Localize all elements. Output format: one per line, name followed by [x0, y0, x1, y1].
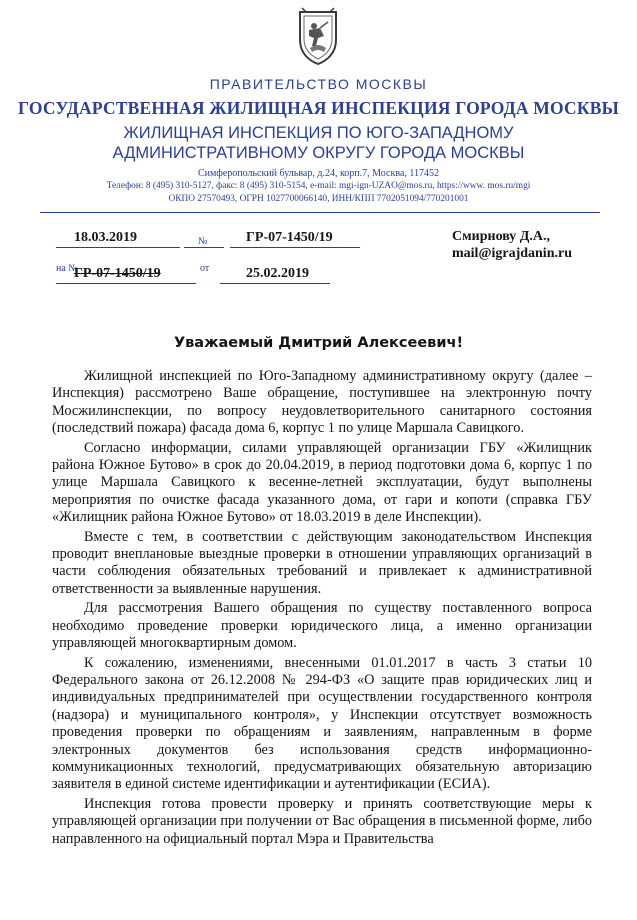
contact-line: Телефон: 8 (495) 310-5127, факс: 8 (495) 310-5154, e-mail: mgi-ign-UZAO@mos.ru, https://www. mos.ru/mgi — [106, 181, 531, 191]
government-title: ПРАВИТЕЛЬСТВО МОСКВЫ — [209, 76, 428, 92]
branch-title-line2: АДМИНИСТРАТИВНОМУ ОКРУГУ ГОРОДА МОСКВЫ — [112, 144, 525, 162]
outgoing-number: ГР-07-1450/19 — [246, 230, 333, 245]
number-label: № — [198, 236, 208, 247]
paragraph: Согласно информации, силами управляющей организации ГБУ «Жилищник района Южное Бутово» в срок до 20.04.2019, в период подготовки дома 6, корпус 1 по улице Маршала Савицкого к весенне-летней эксплуатации, будут выполнены мероприятия по очистке фасада указанного дома, от гари и копоти (справка ГБУ «Жилищник района Южное Бутово» от 18.03.2019 в деле Инспекции). — [52, 439, 592, 526]
addressee-email: mail@igrajdanin.ru — [452, 246, 572, 261]
reference-date-underline — [220, 283, 330, 284]
greeting: Уважаемый Дмитрий Алексеевич! — [173, 335, 464, 351]
letter-body — [52, 368, 592, 850]
number-label-underline — [184, 247, 224, 248]
paragraph: Инспекция готова провести проверку и принять соответствующие меры к управляющей организации при получении от Вас обращения в письменной форме, либо направленного на официальный портал Мэра и Правительства — [52, 795, 592, 847]
header-divider — [40, 212, 600, 213]
moscow-coat-of-arms-icon — [296, 6, 340, 66]
inspection-title: ГОСУДАРСТВЕННАЯ ЖИЛИЩНАЯ ИНСПЕКЦИЯ ГОРОДА МОСКВЫ — [17, 98, 620, 118]
paragraph: Жилищной инспекцией по Юго-Западному административному округу (далее – Инспекция) рассмотрено Ваше обращение, поступившее на электронную почту Мосжилинспекции, по вопросу неудовлетворительного санитарного состояния (последствий пожара) фасада дома 6, корпус 1 по улице Маршала Савицкого. — [52, 368, 592, 437]
paragraph: К сожалению, изменениями, внесенными 01.01.2017 в часть 3 статьи 10 Федерального закона от 26.12.2008 № 294-ФЗ «О защите прав юридических лиц и индивидуальных предпринимателей при осуществлении государственного контроля (надзора) и муниципального контроля», у Инспекции отсутствует возможность проведения проверки по обращениям и заявлениям, направленным в форме электронных документов без использования средств информационно-коммуникационных технологий, предусматривающих обязательную авторизацию заявителя в единой системе идентификации и аутентификации (ЕСИА). — [52, 654, 592, 793]
reference-underline — [56, 283, 196, 284]
reference-prefix: на № — [56, 263, 78, 274]
reference-from-label: от — [200, 263, 210, 274]
paragraph: Вместе с тем, в соответствии с действующим законодательством Инспекция проводит внеплановые выездные проверки в отношении управляющих организаций в части соблюдения обязательных требований и привлекает к административной ответственности за выявленные нарушения. — [52, 528, 592, 597]
outgoing-date: 18.03.2019 — [74, 230, 137, 245]
reference-date: 25.02.2019 — [246, 266, 309, 281]
reference-number: ГР-07-1450/19 — [74, 266, 161, 281]
branch-title-line1: ЖИЛИЩНАЯ ИНСПЕКЦИЯ ПО ЮГО-ЗАПАДНОМУ — [123, 124, 514, 142]
postal-address: Симферопольский бульвар, д.24, корп.7, Москва, 117452 — [197, 168, 440, 179]
date-underline — [56, 247, 180, 248]
registration-codes: ОКПО 27570493, ОГРН 1027700066140, ИНН/КПП 7702051094/770201001 — [168, 194, 469, 204]
addressee-name: Смирнову Д.А., — [452, 229, 551, 244]
number-underline — [230, 247, 360, 248]
paragraph: Для рассмотрения Вашего обращения по существу поставленного вопроса необходимо проведение проверки юридического лица, а именно организации управляющей многоквартирным домом. — [52, 600, 592, 652]
